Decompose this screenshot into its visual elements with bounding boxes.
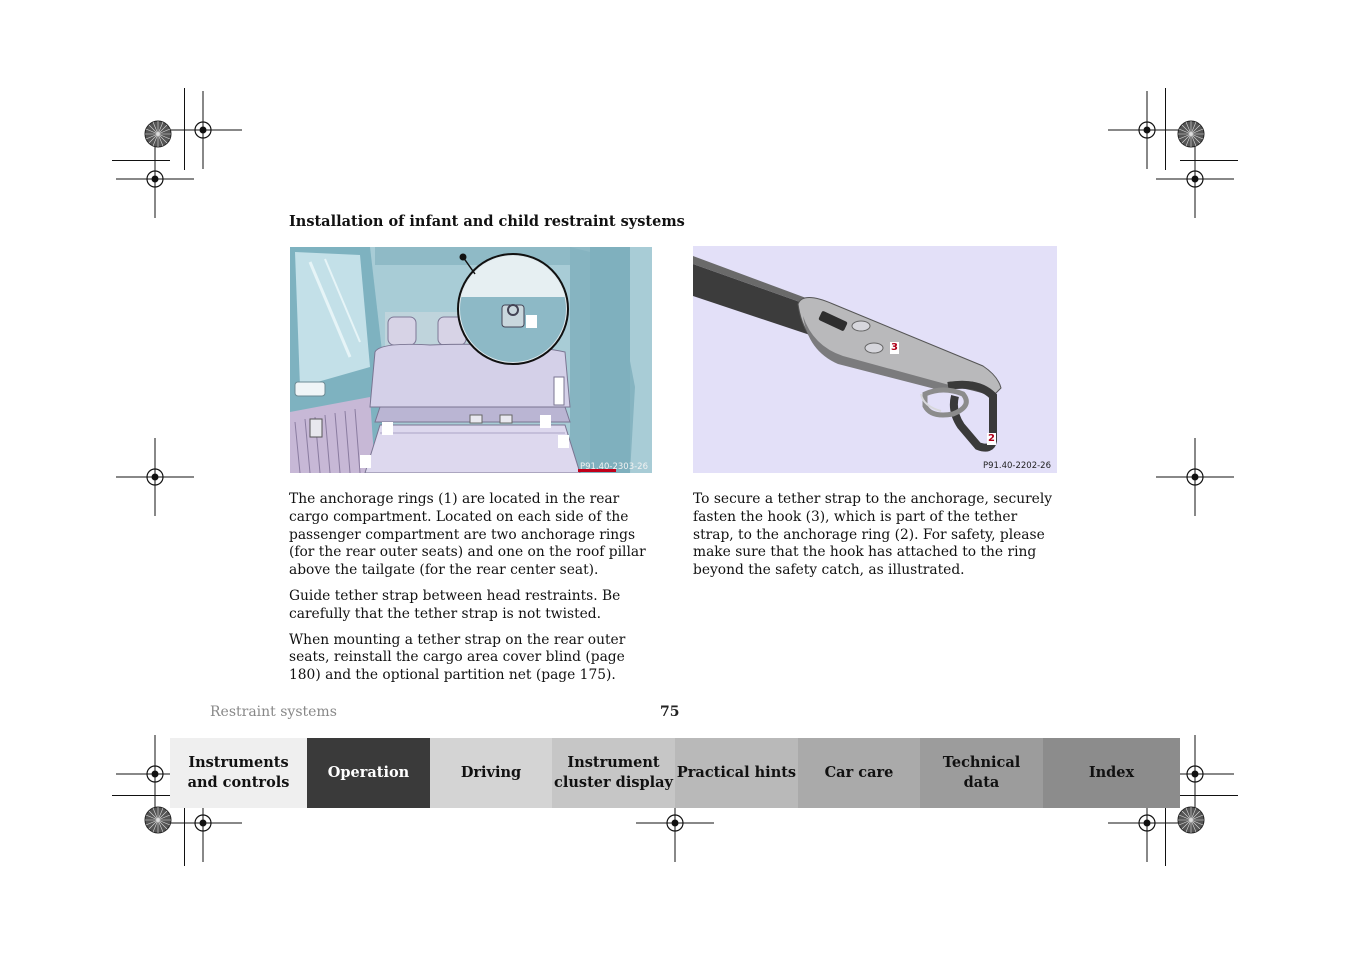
- left-text-column: [289, 491, 657, 693]
- cargo-area-drawing: [290, 247, 652, 473]
- cargo-area-illustration: [290, 247, 652, 473]
- left-paragraph-2: Guide tether strap between head restraints. Be carefully that the tether strap is not twisted.: [289, 587, 621, 622]
- nav-tab-technical-data[interactable]: Technical data: [920, 738, 1043, 808]
- tether-hook-illustration: [693, 246, 1057, 473]
- nav-tab-instrument-cluster-display[interactable]: Instrument cluster display: [552, 738, 675, 808]
- callout-2: 2: [988, 433, 995, 444]
- tether-hook-drawing: [693, 246, 1057, 473]
- nav-tab-driving[interactable]: Driving: [430, 738, 552, 808]
- left-figure-code: P91.40-2303-26: [579, 462, 648, 472]
- section-name: Restraint systems: [210, 704, 337, 720]
- nav-tab-instruments-and-controls[interactable]: Instruments and controls: [170, 738, 307, 808]
- right-paragraph-1: To secure a tether strap to the anchorage, securely fasten the hook (3), which is part of the tether strap, to the anchorage ring (2). For safety, please make sure that the hook has attached to the ring beyond the safety catch, as illustrated.: [693, 491, 1053, 579]
- right-figure-code: P91.40-2202-26: [982, 461, 1051, 471]
- nav-tab-index[interactable]: Index: [1043, 738, 1180, 808]
- page-heading: Installation of infant and child restraint systems: [289, 213, 685, 230]
- left-paragraph-1: The anchorage rings (1) are located in the rear cargo compartment. Located on each side of the passenger compartment are two anchorage rings (for the rear outer seats) and one on the roof pillar above the tailgate (for the rear center seat).: [289, 491, 646, 579]
- nav-tab-car-care[interactable]: Car care: [798, 738, 920, 808]
- right-text-column: [693, 491, 1061, 588]
- callout-3: 3: [891, 342, 898, 353]
- nav-tab-operation[interactable]: Operation: [307, 738, 430, 808]
- nav-tab-practical-hints[interactable]: Practical hints: [675, 738, 798, 808]
- left-paragraph-3: When mounting a tether strap on the rear outer seats, reinstall the cargo area cover blind (page 180) and the optional partition net (page 175).: [289, 631, 626, 684]
- chapter-navigation: [170, 738, 1180, 808]
- page-number: 75: [660, 704, 680, 720]
